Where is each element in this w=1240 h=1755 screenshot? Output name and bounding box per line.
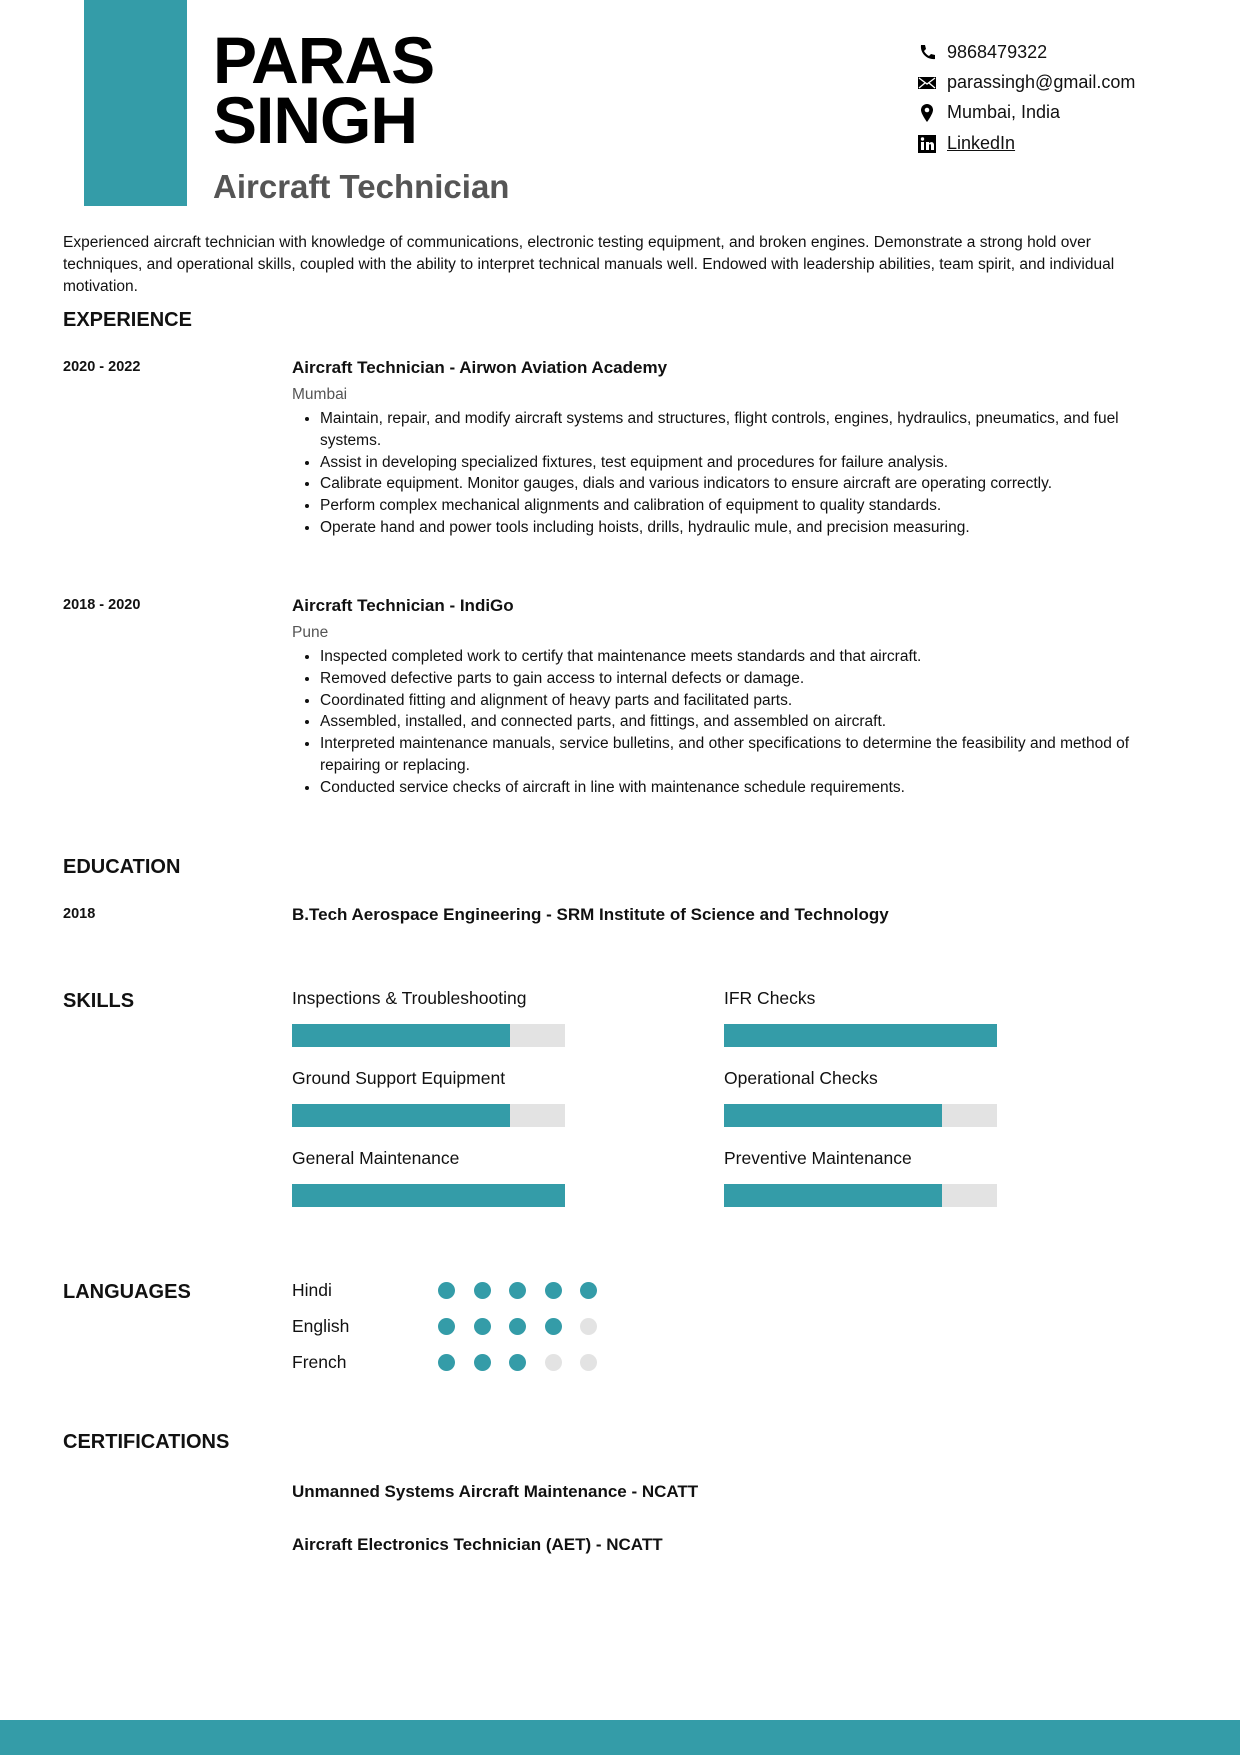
phone-icon [917, 43, 937, 63]
bullet: • Maintain, repair, and modify aircraft systems and structures, flight controls, engines, hydraulics, pneumatics, and fuel systems. [320, 408, 1152, 452]
proficiency-dot [438, 1354, 455, 1371]
language-name: English [292, 1316, 350, 1336]
bullet: • Operate hand and power tools including hoists, drills, hydraulic mule, and precision measuring. [320, 517, 1152, 539]
skill-name: Operational Checks [724, 1068, 878, 1088]
skill-bar [724, 1184, 997, 1207]
proficiency-dot [545, 1282, 562, 1299]
bullet: • Conducted service checks of aircraft in line with maintenance schedule requirements. [320, 777, 1152, 799]
job-title: Aircraft Technician [213, 168, 510, 205]
skill-name: General Maintenance [292, 1148, 460, 1168]
proficiency-dot [580, 1318, 597, 1335]
first-name: PARAS [213, 23, 435, 97]
skill-bar [292, 1024, 565, 1047]
certification: Unmanned Systems Aircraft Maintenance - NCATT [292, 1482, 699, 1501]
phone-text: 9868479322 [947, 42, 1048, 62]
education-year: 2018 [63, 906, 96, 922]
skill-bar-fill [724, 1104, 942, 1127]
skill-bar-fill [292, 1184, 565, 1207]
skill-bar [292, 1104, 565, 1127]
bullet: • Calibrate equipment. Monitor gauges, dials and various indicators to ensure aircraft are operating correctly. [320, 473, 1152, 495]
language-item [292, 1280, 616, 1301]
skill-item [292, 1068, 565, 1127]
bullet: • Perform complex mechanical alignments and calibration of equipment to quality standards. [320, 495, 1152, 517]
linkedin-link[interactable]: LinkedIn [947, 133, 1016, 153]
experience-entry [292, 596, 1152, 799]
skill-bar [724, 1104, 997, 1127]
proficiency-dot [509, 1318, 526, 1335]
language-name: Hindi [292, 1280, 332, 1300]
experience-location: Pune [292, 624, 329, 641]
contact-location [917, 102, 1060, 123]
experience-title: Aircraft Technician - IndiGo [292, 596, 514, 615]
proficiency-dot [509, 1282, 526, 1299]
skill-bar [724, 1024, 997, 1047]
proficiency-dot [474, 1318, 491, 1335]
skill-name: IFR Checks [724, 988, 816, 1008]
skill-item [724, 1148, 997, 1207]
proficiency-dot [438, 1318, 455, 1335]
experience-title: Aircraft Technician - Airwon Aviation Academy [292, 358, 668, 377]
skill-item [724, 988, 997, 1047]
proficiency-dot [580, 1354, 597, 1371]
skill-name: Ground Support Equipment [292, 1068, 506, 1088]
skill-bar-fill [724, 1184, 942, 1207]
proficiency-dot [474, 1354, 491, 1371]
education-degree: B.Tech Aerospace Engineering - SRM Institute of Science and Technology [292, 905, 889, 924]
contact-linkedin[interactable] [917, 133, 1015, 154]
proficiency-dot [509, 1354, 526, 1371]
location-text: Mumbai, India [947, 102, 1061, 122]
summary: Experienced aircraft technician with knowledge of communications, electronic testing equipment, and broken engines. Demonstrate a strong hold over techniques, and operational skills, coupled with the ability to interpret technical manuals well. Endowed with leadership abilities, team spirit, and individual motivation. [63, 234, 1115, 295]
email-icon [917, 73, 937, 93]
skill-item [292, 988, 565, 1047]
footer-bar [0, 1720, 1240, 1755]
accent-block [84, 0, 187, 206]
skill-item [292, 1148, 565, 1207]
experience-entry [292, 358, 1152, 539]
proficiency-dot [438, 1282, 455, 1299]
contact-phone [917, 42, 1047, 63]
experience-location: Mumbai [292, 386, 348, 403]
bullet: • Removed defective parts to gain access to internal defects or damage. [320, 668, 1152, 690]
skill-bar-fill [292, 1024, 510, 1047]
experience-dates: 2020 - 2022 [63, 359, 141, 375]
bullet: • Interpreted maintenance manuals, service bulletins, and other specifications to determine the feasibility and method of repairing or replacing. [320, 733, 1152, 777]
skill-item [724, 1068, 997, 1127]
proficiency-dot [545, 1318, 562, 1335]
skill-bar-fill [292, 1104, 510, 1127]
skill-name: Preventive Maintenance [724, 1148, 912, 1168]
proficiency-dot [474, 1282, 491, 1299]
proficiency-dot [580, 1282, 597, 1299]
certification: Aircraft Electronics Technician (AET) - NCATT [292, 1535, 663, 1554]
skill-bar [292, 1184, 565, 1207]
experience-heading: EXPERIENCE [63, 309, 192, 331]
experience-dates: 2018 - 2020 [63, 597, 141, 613]
location-pin-icon [917, 103, 937, 123]
education-heading: EDUCATION [63, 856, 181, 878]
bullet: • Assembled, installed, and connected parts, and fittings, and assembled on aircraft. [320, 711, 1152, 733]
bullet: • Coordinated fitting and alignment of heavy parts and facilitated parts. [320, 690, 1152, 712]
contact-email [917, 72, 1135, 93]
last-name: SINGH [213, 83, 418, 157]
language-name: French [292, 1352, 347, 1372]
certifications-heading: CERTIFICATIONS [63, 1431, 230, 1453]
languages-heading: LANGUAGES [63, 1281, 191, 1303]
skills-heading: SKILLS [63, 990, 135, 1012]
language-item [292, 1352, 616, 1373]
skill-bar-fill [724, 1024, 997, 1047]
skill-name: Inspections & Troubleshooting [292, 988, 527, 1008]
bullet: • Assist in developing specialized fixtures, test equipment and procedures for failure analysis. [320, 452, 1152, 474]
bullet: • Inspected completed work to certify that maintenance meets standards and that aircraft. [320, 646, 1152, 668]
proficiency-dot [545, 1354, 562, 1371]
email-text[interactable]: parassingh@gmail.com [947, 72, 1136, 92]
linkedin-icon [917, 134, 937, 154]
candidate-name [213, 23, 435, 157]
language-item [292, 1316, 616, 1337]
